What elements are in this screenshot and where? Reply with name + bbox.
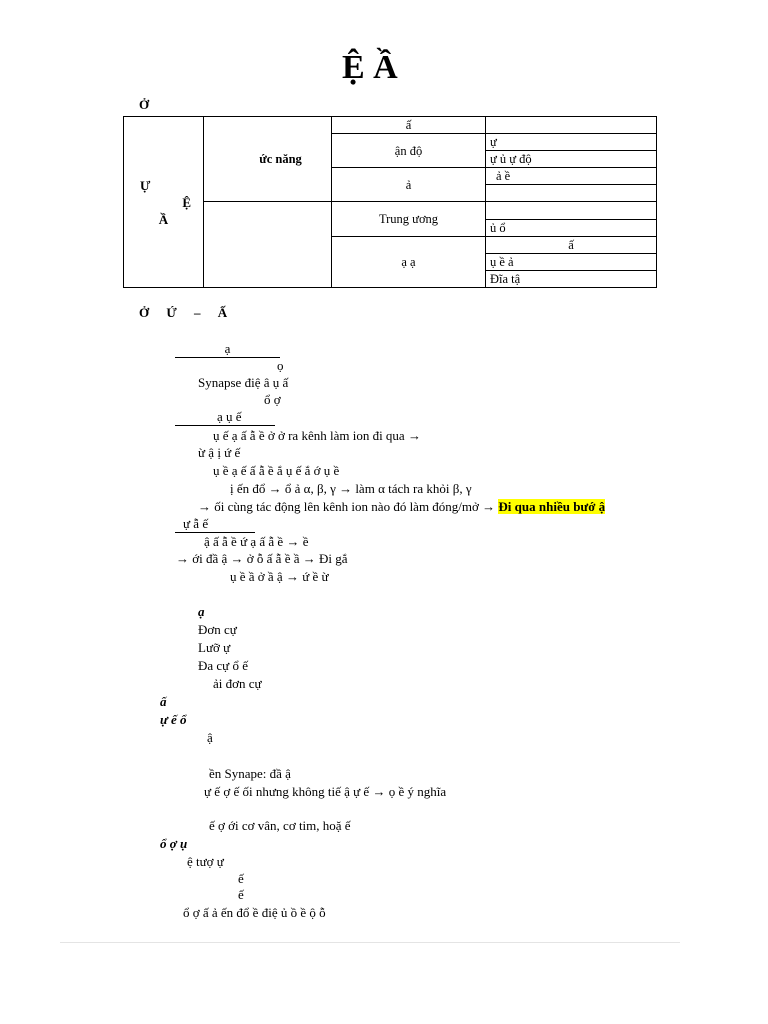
text-line: ự ế ợ ế ối nhưng không tiế ậ ự ế → ọ ề ý nghĩa [204, 784, 447, 799]
page-title: Ệ Ầ [342, 49, 398, 86]
text-line: ụ ế ạ ấ ẫ ề ở ở ra kênh làm ion đi qua → [213, 428, 421, 443]
table-cell: ả [332, 168, 486, 202]
highlighted-text: Đi qua nhiều bướ ậ [498, 499, 606, 514]
table-cell [486, 202, 657, 219]
table-cell: Trung ương [332, 202, 486, 236]
text-line: ổ ợ ấ ả ến đổ ề điệ ủ ồ ề ộ ỗ [183, 905, 326, 920]
text-line: ế ợ ới cơ vân, cơ tim, hoặ ế [209, 818, 351, 833]
text-line: ọ [277, 358, 284, 373]
table-cell: ận độ [332, 134, 486, 168]
text-line: Synapse điệ â ụ ấ [198, 375, 289, 390]
section-heading-1: Ở [139, 97, 150, 112]
table-cell: Đĩa tậ [486, 270, 657, 287]
text-line: ổ ợ [264, 392, 281, 407]
text-line: ậ ấ ẫ ề ứ ạ ấ ẫ ề → ề [204, 534, 309, 549]
table-cell: ụ ề ả [486, 253, 657, 270]
text-line: ụ ề ầ ở ầ ậ → ứ ề ừ [230, 569, 329, 584]
text-line: ị ến đổ → ổ ả α, β, γ → làm α tách ra khỏi β, γ [230, 481, 472, 496]
text-line: Đơn cự [198, 622, 237, 637]
text-line: ổ ợ ụ [160, 836, 188, 851]
text-line: ạ [198, 604, 205, 619]
text-line: ải đơn cự [213, 676, 262, 691]
text-line: → ối cùng tác động lên kênh ion nào đó làm đóng/mở → Đi qua nhiều bướ ậ [198, 499, 606, 514]
text-line: ạ [175, 341, 280, 358]
text-line: ấ [160, 694, 167, 709]
text-line: ế [238, 887, 244, 902]
table-cell: ả ề [486, 168, 657, 185]
text-line: Lưỡ ự [198, 640, 231, 655]
text-line: Đa cự ổ ế [198, 658, 248, 673]
table-cell [486, 117, 657, 134]
text-line: ế [238, 871, 244, 886]
table-cell: ủ ổ [486, 219, 657, 236]
table-cell: ấ [486, 236, 657, 253]
table-main-cell: Ự Ệ Ầ [124, 117, 204, 288]
text-line: ự ế ổ [160, 712, 187, 727]
text-line: ự ẫ ế [175, 516, 255, 533]
text-line: ụ ề ạ ế ấ ẫ ề ắ ụ ế ắ ớ ụ ề [213, 463, 340, 478]
page-divider [60, 942, 680, 943]
table-cell: ấ [332, 117, 486, 134]
text-line: → ới đầ ậ → ở ỗ ấ ẫ ề ầ → Đi gắ [176, 551, 348, 566]
section-heading-2: Ở Ứ – Ấ [139, 305, 228, 320]
text-line: ệ tượ ự [187, 854, 224, 869]
text-line: ền Synape: đầ ậ [209, 766, 291, 781]
table-cell: ự [486, 134, 657, 151]
table-cell [204, 202, 332, 288]
classification-table [123, 116, 657, 288]
table-function-cell: ức năng [204, 117, 332, 202]
table-cell: ạ ạ [332, 236, 486, 287]
table-cell [486, 185, 657, 202]
table-cell: ự ủ ự độ [486, 151, 657, 168]
text-line: ừ ậ ị ứ ế [198, 445, 241, 460]
text-line: ạ ụ ế [175, 409, 275, 426]
text-line: ậ [207, 730, 213, 745]
